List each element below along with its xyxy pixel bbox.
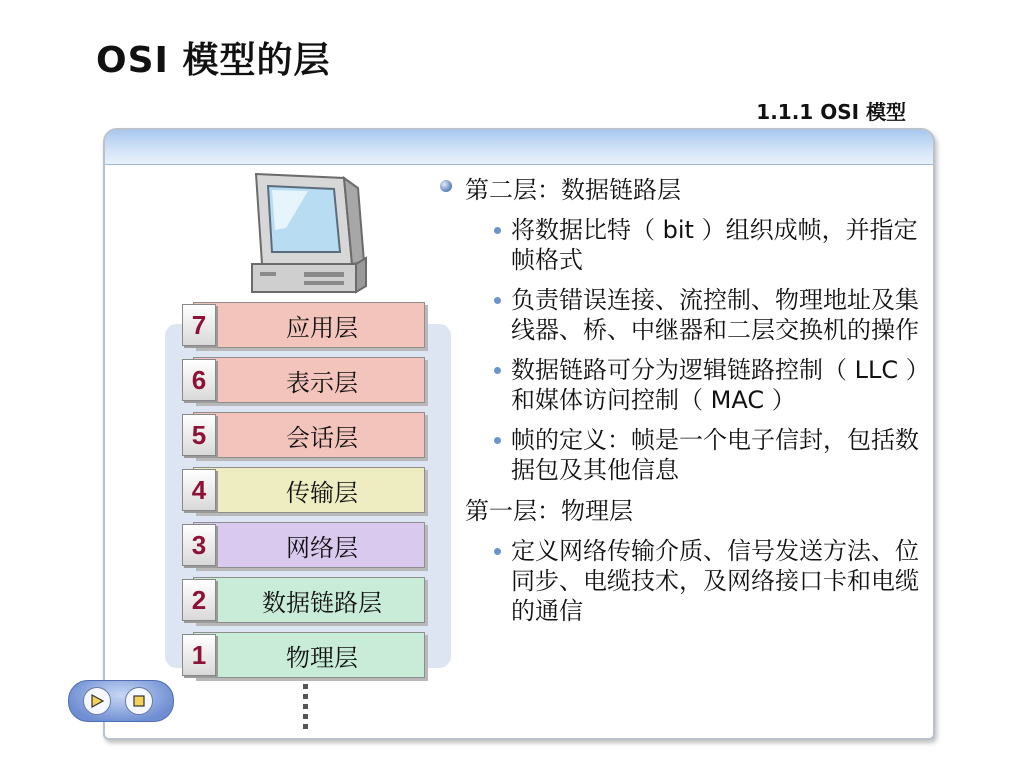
slide-title: OSI 模型的层 — [96, 40, 331, 81]
bullet-dot-icon — [494, 367, 501, 374]
layer-number: 6 — [182, 359, 216, 401]
list-item-text: 将数据比特（ bit ）组织成帧，并指定帧格式 — [511, 216, 918, 274]
bullet-content — [438, 170, 928, 626]
bullet-dot-icon — [494, 437, 501, 444]
list-item-text: 数据链路可分为逻辑链路控制（ LLC ）和媒体访问控制（ MAC ） — [511, 356, 918, 414]
layer2-heading-text: 第二层：数据链路层 — [465, 176, 681, 204]
panel-header-band — [105, 130, 933, 165]
stop-icon — [132, 694, 146, 708]
layer-label: 表示层 — [286, 368, 358, 397]
list-item-text: 帧的定义：帧是一个电子信封，包括数据包及其他信息 — [511, 426, 919, 484]
osi-layer-2 — [193, 577, 425, 623]
list-item — [438, 355, 928, 415]
layer-label: 传输层 — [286, 478, 358, 507]
layer-label: 会话层 — [286, 423, 358, 452]
stop-button[interactable] — [125, 687, 153, 715]
layer-number: 4 — [182, 469, 216, 511]
play-icon — [90, 694, 104, 708]
layer-number: 7 — [182, 304, 216, 346]
osi-layer-4 — [193, 467, 425, 513]
list-item-text: 定义网络传输介质、信号发送方法、位同步、电缆技术，及网络接口卡和电缆的通信 — [511, 537, 919, 625]
osi-layer-6 — [193, 357, 425, 403]
media-controls — [68, 680, 174, 722]
osi-layer-5 — [193, 412, 425, 458]
play-button[interactable] — [83, 687, 111, 715]
layer-number: 3 — [182, 524, 216, 566]
layer-number: 5 — [182, 414, 216, 456]
list-item — [438, 425, 928, 485]
dotted-connector — [303, 684, 308, 730]
computer-icon — [248, 168, 368, 308]
layer-label: 网络层 — [286, 533, 358, 562]
layer-number: 1 — [182, 634, 216, 676]
layer-label: 数据链路层 — [262, 588, 382, 617]
osi-layer-1 — [193, 632, 425, 678]
list-item — [438, 285, 928, 345]
bullet-icon — [440, 180, 452, 192]
osi-layer-7 — [193, 302, 425, 348]
layer-number: 2 — [182, 579, 216, 621]
list-item — [438, 536, 928, 626]
layer1-heading: 第一层：物理层 — [465, 497, 633, 525]
bullet-dot-icon — [494, 227, 501, 234]
list-item-text: 负责错误连接、流控制、物理地址及集线器、桥、中继器和二层交换机的操作 — [511, 286, 919, 344]
bullet-dot-icon — [494, 297, 501, 304]
layer2-heading — [438, 170, 928, 205]
list-item — [438, 215, 928, 275]
section-reference: 1.1.1 OSI 模型 — [756, 100, 906, 124]
bullet-dot-icon — [494, 548, 501, 555]
layer-label: 物理层 — [286, 643, 358, 672]
osi-layer-3 — [193, 522, 425, 568]
layer-label: 应用层 — [286, 313, 358, 342]
